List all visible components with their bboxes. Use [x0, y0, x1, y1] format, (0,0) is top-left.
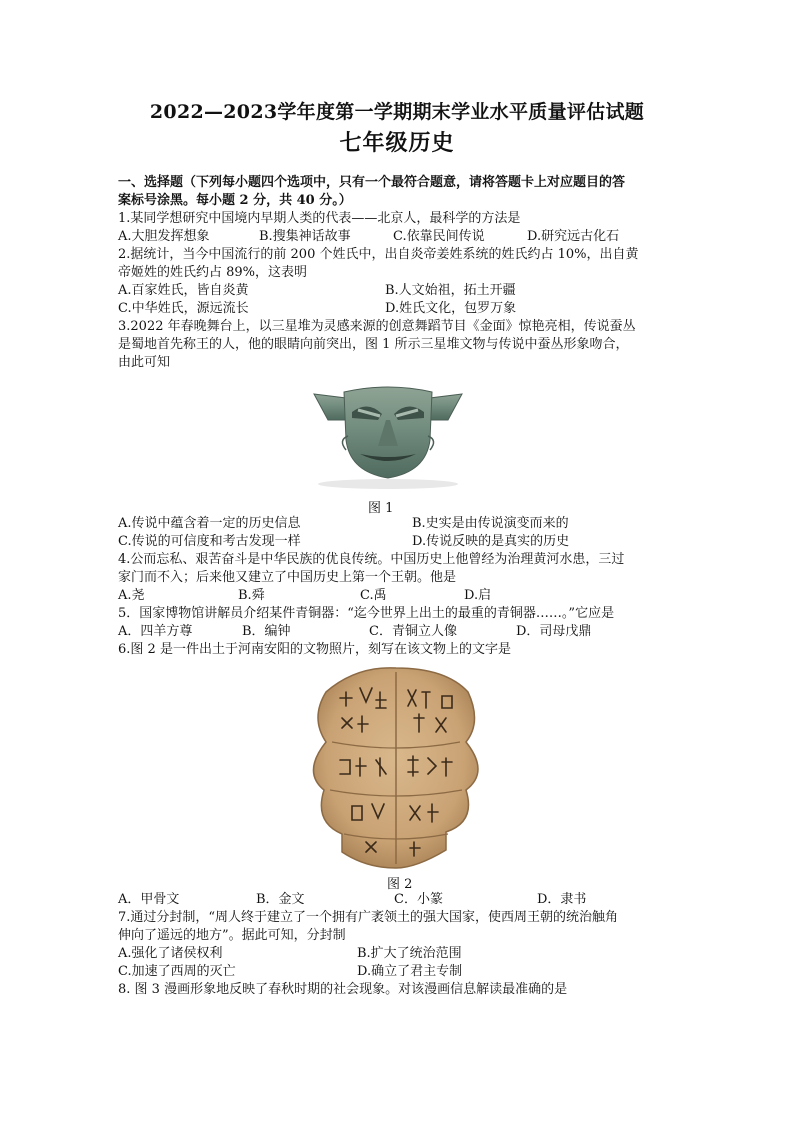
- q7-stem-line1: 7.通过分封制，“周人终于建立了一个拥有广袤领土的强大国家，使西周王朝的统治触角: [118, 910, 619, 925]
- q1-option-c: C.依靠民间传说: [393, 229, 485, 244]
- section-heading-line2: 案标号涂黑。每小题 2 分，共 40 分。）: [118, 193, 352, 208]
- oracle-bone-tortoise-shell-image: [296, 662, 496, 872]
- q2-option-d: D.姓氏文化，包罗万象: [385, 301, 517, 316]
- q7-option-c: C.加速了西周的灭亡: [118, 964, 236, 979]
- q2-stem-line2: 帝姬姓的姓氏约占 89%，这表明: [118, 265, 308, 280]
- q6-option-c: C．小篆: [394, 892, 443, 907]
- q7-option-b: B.扩大了统治范围: [357, 946, 462, 961]
- q1-option-b: B.搜集神话故事: [259, 229, 351, 244]
- q5-stem: 5．国家博物馆讲解员介绍某件青铜器：“迄今世界上出土的最重的青铜器……。”它应是: [118, 606, 615, 621]
- q3-option-b: B.史实是由传说演变而来的: [412, 516, 569, 531]
- q5-option-a: A．四羊方尊: [118, 624, 193, 639]
- q4-option-c: C.禹: [360, 588, 387, 603]
- figure1-caption: 图 1: [368, 501, 394, 516]
- section-heading-line1: 一、选择题（下列每小题四个选项中，只有一个最符合题意，请将答题卡上对应题目的答: [118, 175, 626, 190]
- q6-stem: 6.图 2 是一件出土于河南安阳的文物照片，刻写在该文物上的文字是: [118, 642, 511, 657]
- q4-option-b: B.舜: [238, 588, 265, 603]
- q7-option-a: A.强化了诸侯权利: [118, 946, 223, 961]
- q2-option-a: A.百家姓氏，皆自炎黄: [118, 283, 249, 298]
- q8-stem: 8. 图 3 漫画形象地反映了春秋时期的社会现象。对该漫画信息解读最准确的是: [118, 982, 568, 997]
- sanxingdui-bronze-mask-image: [308, 380, 468, 490]
- q3-option-c: C.传说的可信度和考古发现一样: [118, 534, 301, 549]
- figure2-caption: 图 2: [387, 877, 413, 892]
- q7-option-d: D.确立了君主专制: [357, 964, 463, 979]
- q3-stem-line3: 由此可知: [118, 355, 171, 370]
- q5-option-d: D．司母戊鼎: [516, 624, 592, 639]
- q5-option-c: C．青铜立人像: [369, 624, 457, 639]
- q7-stem-line2: 伸向了遥远的地方”。据此可知，分封制: [118, 928, 346, 943]
- q3-option-a: A.传说中蕴含着一定的历史信息: [118, 516, 301, 531]
- q4-option-a: A.尧: [118, 588, 145, 603]
- q1-option-a: A.大胆发挥想象: [118, 229, 210, 244]
- q2-option-c: C.中华姓氏，源远流长: [118, 301, 249, 316]
- q2-option-b: B.人文始祖，拓土开疆: [385, 283, 516, 298]
- exam-subtitle: 七年级历史: [339, 130, 455, 156]
- q2-stem-line1: 2.据统计，当今中国流行的前 200 个姓氏中，出自炎帝姜姓系统的姓氏约占 10%，出自黄: [118, 247, 639, 262]
- q3-option-d: D.传说反映的是真实的历史: [412, 534, 570, 549]
- q5-option-b: B．编钟: [242, 624, 291, 639]
- q3-stem-line1: 3.2022 年春晚舞台上，以三星堆为灵感来源的创意舞蹈节目《金面》惊艳亮相，传说蚕丛: [118, 319, 636, 334]
- q4-stem-line2: 家门而不入；后来他又建立了中国历史上第一个王朝。他是: [118, 570, 457, 585]
- q1-option-d: D.研究远古化石: [527, 229, 620, 244]
- exam-title: 2022—2023学年度第一学期期末学业水平质量评估试题: [149, 101, 645, 123]
- q3-stem-line2: 是蜀地首先称王的人，他的眼睛向前突出，图 1 所示三星堆文物与传说中蚕丛形象吻合，: [118, 337, 629, 352]
- q6-option-b: B．金文: [256, 892, 305, 907]
- q4-option-d: D.启: [464, 588, 492, 603]
- q4-stem-line1: 4.公而忘私、艰苦奋斗是中华民族的优良传统。中国历史上他曾经为治理黄河水患，三过: [118, 552, 625, 567]
- q6-option-a: A．甲骨文: [118, 892, 180, 907]
- q1-stem: 1.某同学想研究中国境内早期人类的代表——北京人，最科学的方法是: [118, 211, 521, 226]
- q6-option-d: D．隶书: [537, 892, 587, 907]
